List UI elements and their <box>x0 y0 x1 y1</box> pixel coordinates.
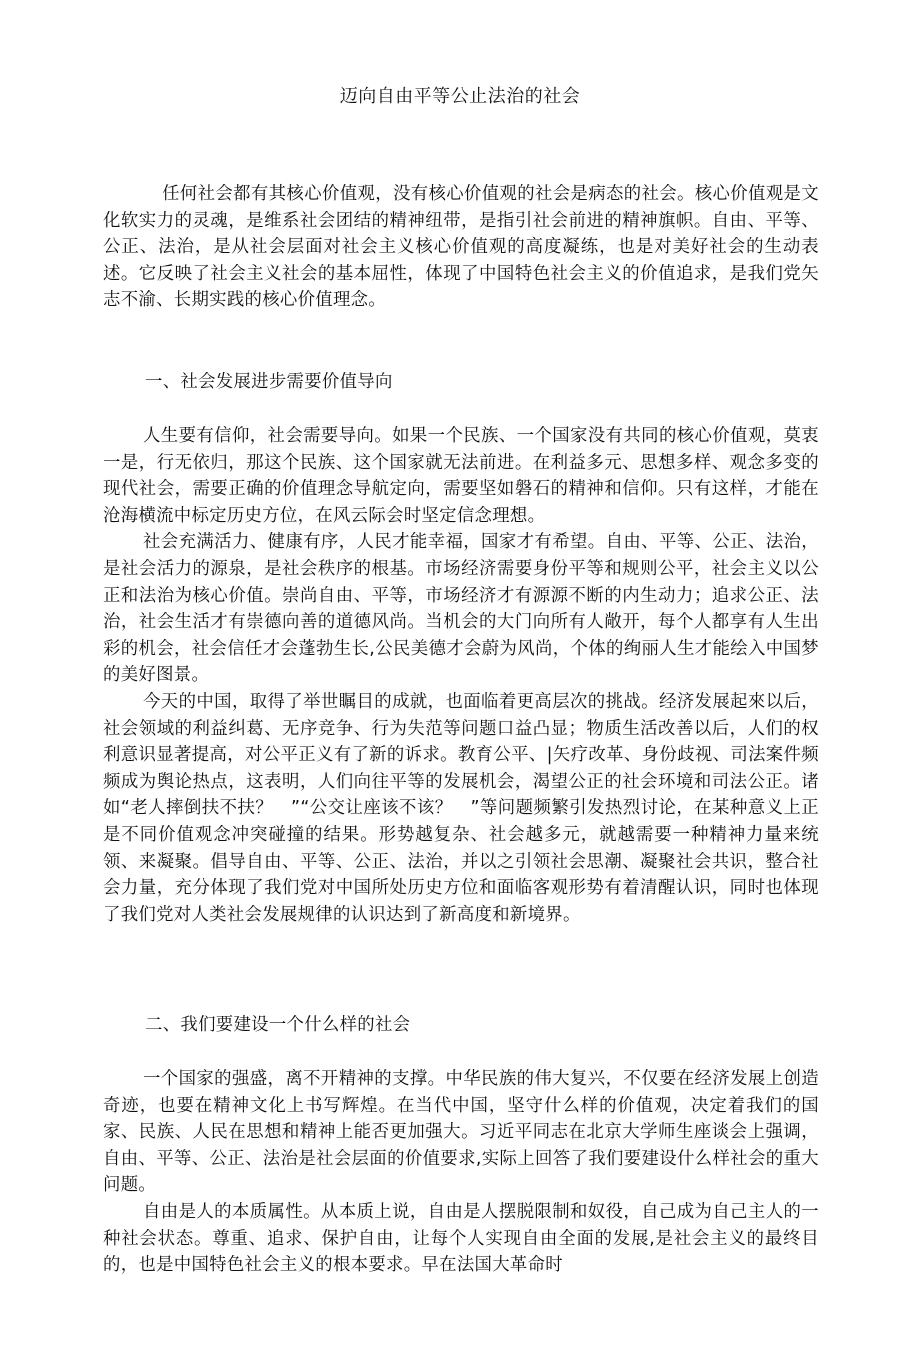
section-1-heading: 一、社会发展进步需要价值导向 <box>145 372 393 392</box>
intro-paragraph: 任何社会都有其核心价值观，没有核心价值观的社会是病态的社会。核心价值观是文化软实力的灵魂，是维系社会团结的精神纽带，是指引社会前进的精神旗帜。自由、平等、公正、法治，是从社会层面对社会主义核心价值观的高度凝练，也是对美好社会的生动表述。它反映了社会主义社会的基本屈性，体现了中国特色社会主义的价值追求，是我们党矢志不渝、长期实践的核心价值理念。 <box>103 184 819 311</box>
section-1-paragraph-1: 人生要有信仰，社会需要导向。如果一个民族、一个国家没有共同的核心价值观，莫衷一是，行无依归，那这个民族、这个国家就无法前进。在利益多元、思想多样、观念多变的现代社会，需要正确的价值理念导航定向，需要坚如磐石的精神和信仰。只有这样，才能在沧海横流中标定历史方位，在风云际会时坚定信念理想。 <box>103 426 819 526</box>
section-2-paragraph-1: 一个国家的强盛，离不开精神的支撑。中华民族的伟大复兴，不仅要在经济发展上创造奇迹，也要在精神文化上书写辉煌。在当代中国，坚守什么样的价值观，决定着我们的国家、民族、人民在思想和精神上能否更加强大。习近平同志在北京大学师生座谈会上强调，自由、平等、公正、法治是社会层面的价值要求,实际上回答了我们要建设什么样社会的重大问题。 <box>103 1069 819 1196</box>
section-1-body <box>103 423 819 928</box>
intro-block <box>103 181 819 314</box>
section-2-heading: 二、我们要建设一个什么样的社会 <box>145 1015 411 1035</box>
section-1-paragraph-3: 今天的中国，取得了举世瞩目的成就，也面临着更高层次的挑战。经济发展起來以后，社会领域的利益纠葛、无序竞争、行为失范等问题口益凸显；物质生活改善以后，人们的权利意识显著提高，对公平正义有了新的诉求。教育公平、|矢疗改革、身份歧视、司法案件频频成为舆论热点，这表明，人们向往平等的发展机会，渴望公正的社会环境和司法公正。诸如“老人摔倒扶不扶？ ”“公交让座该不该？ ”等问题频繁引发热烈讨论，在某种意义上正是不同价值观念冲突碰撞的结果。形势越复杂、社会越多元，就越需要一种精神力量来统领、来凝聚。倡导自由、平等、公正、法治，并以之引领社会思潮、凝聚社会共识，整合社会力量，充分体现了我们党对中国所处历史方位和面临客观形势有着清醒认识，同时也体现了我们党对人类社会发展规律的认识达到了新高度和新境界。 <box>103 691 819 925</box>
document-title: 迈向自由平等公止法治的社会 <box>339 86 581 107</box>
section-2-body <box>103 1066 819 1279</box>
section-1-paragraph-2: 社会充满活力、健康有序，人民才能幸福，国家才有希望。自由、平等、公正、法治，是社会活力的源泉，是社会秩序的根基。市场经济需要身份平等和规则公平，社会主义以公正和法治为核心价值。崇尚自由、平等，市场经济才有源源不断的内生动力；追求公正、法治，社会生活才有崇德向善的道德风尚。当机会的大门向所有人敞开，每个人都享有人生出彩的机会，社会信任才会蓬勃生长,公民美德才会蔚为风尚，个体的绚丽人生才能绘入中国梦的美好图景。 <box>103 532 819 686</box>
section-2-paragraph-2: 自由是人的本质属性。从本质上说，自由是人摆脱限制和奴役，自己成为自己主人的一种社会状态。尊重、追求、保护自由，让每个人实现自由全面的发展,是社会主义的最终目的，也是中国特色社会主义的根本要求。早在法国大革命时 <box>103 1201 819 1276</box>
